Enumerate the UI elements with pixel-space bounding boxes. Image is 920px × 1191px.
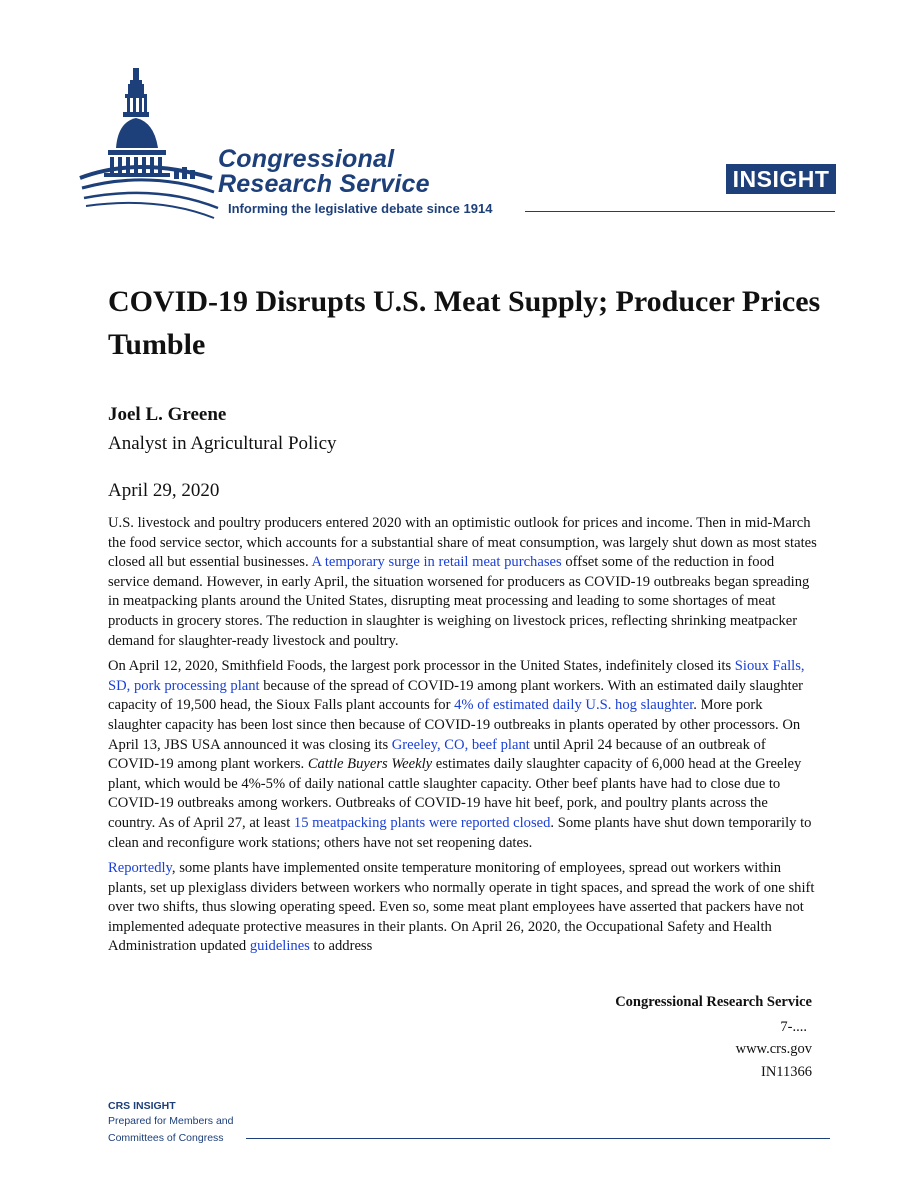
paragraph — [108, 859, 818, 957]
paragraph-text: offset some of the reduction in food service demand. However, in early April, the situation worsened for producers as COVID-19 outbreaks began spreading in meatpacking plants around the United States, disrupting meat processing and leading to some shortages of meat products in grocery stores. The reduction in slaughter is weighing on livestock prices, reflecting shrinking meatpacker demand for slaughter-ready livestock and poultry. — [108, 554, 810, 649]
header-rule — [525, 211, 835, 212]
footer-number: 7-.... — [780, 1019, 807, 1035]
inline-link[interactable]: Reportedly — [108, 860, 172, 877]
inline-link[interactable]: Greeley, CO, beef plant — [391, 736, 530, 753]
paragraph — [108, 657, 818, 853]
paragraph-text: On April 12, 2020, Smithfield Foods, the largest pork processor in the United States, indefinitely closed its — [108, 658, 735, 675]
inline-link[interactable]: guidelines — [249, 938, 310, 955]
author-role: Analyst in Agricultural Policy — [108, 433, 337, 454]
paragraph-text: because of the spread of COVID-19 among plant workers. With an estimated daily slaughter capacity of 19,500 head, the Sioux Falls plant accounts for — [108, 677, 804, 714]
paragraph-text: U.S. livestock and poultry producers entered 2020 with an optimistic outlook for prices and income. Then in mid-March the food service sector, which accounts for a substantial share of meat consumption, was largely shut down as most states closed all but essential businesses. — [108, 515, 817, 571]
footer-website: www.crs.gov — [735, 1041, 812, 1057]
paragraph-text: to address — [309, 938, 373, 955]
org-name-line1: Congressional — [218, 145, 395, 173]
inline-link[interactable]: 4% of estimated daily U.S. hog slaughter — [454, 697, 694, 714]
paragraph-text: estimates daily slaughter capacity of 6,000 head at the Greeley plant, which would be 4%-5% of daily national cattle slaughter capacity. Other beef plants have had to close due to COVID-19 outbreaks among workers. Outbreaks of COVID-19 have hit beef, pork, and poultry plants across the country. As of April 27, at least — [108, 756, 802, 831]
inline-link[interactable]: 15 meatpacking plants were reported closed — [293, 814, 551, 831]
bottom-label-audience1: Prepared for Members and — [108, 1115, 234, 1127]
footer-org: Congressional Research Service — [615, 994, 812, 1010]
bottom-rule — [246, 1138, 830, 1139]
paragraph-text: , some plants have implemented onsite temperature monitoring of employees, spread out workers within plants, set up plexiglass dividers between workers who normally operate in tight spaces, and spread the work of one shift over two shifts, thus slowing operating speed. Even so, some meat plant employees have asserted that packers have not implemented adequate protective measures in their plants. On April 26, 2020, the Occupational Safety and Health Administration updated — [108, 860, 815, 955]
org-tagline: Informing the legislative debate since 1914 — [228, 201, 493, 216]
inline-link[interactable]: Sioux Falls, SD, pork processing plant — [108, 658, 805, 694]
bottom-label-type: CRS INSIGHT — [108, 1100, 176, 1112]
paragraph-text: . More pork slaughter capacity has been lost since then because of COVID-19 outbreaks in plants operated by other processors. On April 13, JBS USA announced it was closing its — [108, 697, 801, 753]
org-name-line2: Research Service — [218, 170, 430, 198]
author-name: Joel L. Greene — [108, 404, 227, 425]
paragraph-text: until April 24 because of an outbreak of COVID-19 among plant workers. — [108, 736, 766, 773]
inline-link[interactable]: A temporary surge in retail meat purchases — [311, 554, 562, 571]
paragraph-text: . Some plants have shut down temporarily to clean and reconfigure work stations; others have not set reopening dates. — [108, 814, 812, 851]
bottom-label-audience2: Committees of Congress — [108, 1132, 224, 1144]
publication-date: April 29, 2020 — [108, 480, 220, 501]
article-body — [108, 514, 818, 963]
paragraph — [108, 514, 818, 651]
insight-badge: INSIGHT — [726, 164, 836, 194]
footer-product-id: IN11366 — [760, 1064, 812, 1080]
page-title: COVID-19 Disrupts U.S. Meat Supply; Producer Prices Tumble — [108, 285, 821, 361]
publication-name: Cattle Buyers Weekly — [307, 756, 433, 773]
